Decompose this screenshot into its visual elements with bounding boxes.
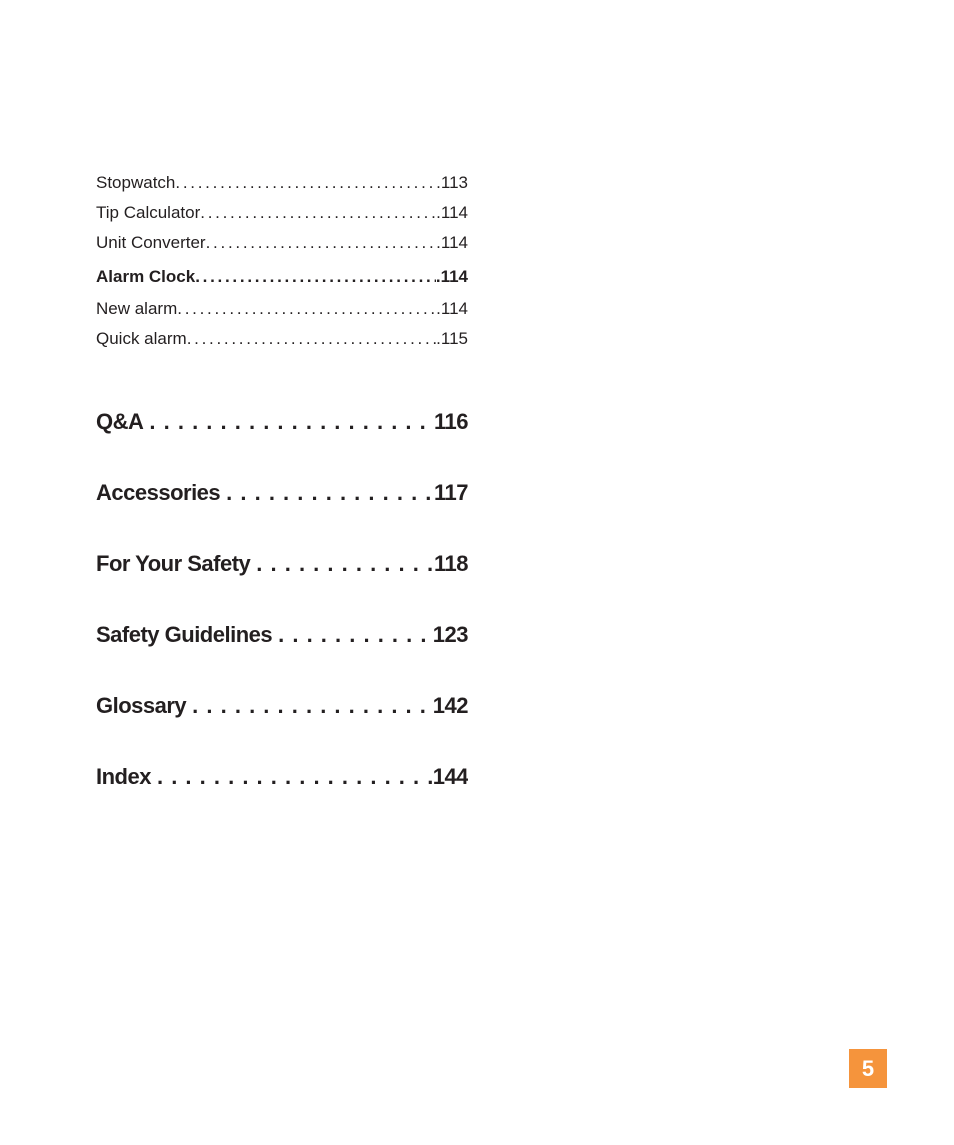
dot-leader [151,759,433,795]
toc-entry-title: Quick alarm [96,329,187,348]
toc-entry-title: New alarm [96,299,178,318]
toc-chapter-page: 144 [432,764,468,789]
toc-entry-page: .115 [436,329,468,348]
dot-leader [195,260,436,294]
dot-leader [186,688,433,724]
page-number-badge: 5 [849,1049,887,1088]
toc-chapter-title: Accessories [96,480,221,505]
toc-entry-quick-alarm[interactable] [96,324,468,354]
toc-section-title: Alarm Clock [96,267,196,286]
toc-chapter-page: 117 [434,480,468,505]
toc-chapter-title: For Your Safety [96,551,251,576]
toc-entry-page: .114 [436,233,468,252]
toc-section-alarm-clock[interactable] [96,260,468,294]
toc-section-page: .114 [435,267,468,286]
toc-chapter-for-your-safety[interactable] [96,546,468,582]
toc-chapter-accessories[interactable] [96,475,468,511]
toc-chapter-title: Glossary [96,693,187,718]
toc-chapter-glossary[interactable] [96,688,468,724]
dot-leader [220,475,434,511]
toc-chapter-qa[interactable] [96,404,468,440]
dot-leader [250,546,434,582]
toc-entry-title: Stopwatch [96,173,176,192]
toc-chapter-title: Q&A [96,409,144,434]
dot-leader [206,228,437,258]
toc-chapter-safety-guidelines[interactable] [96,617,468,653]
dot-leader [272,617,433,653]
toc-chapter-title: Safety Guidelines [96,622,273,647]
toc-entry-title: Tip Calculator [96,203,201,222]
toc-entry-tip-calculator[interactable] [96,198,468,228]
toc-entry-stopwatch[interactable] [96,168,468,198]
toc-chapter-title: Index [96,764,151,789]
toc-chapter-page: 123 [432,622,468,647]
toc-entry-unit-converter[interactable] [96,228,468,258]
table-of-contents [96,168,468,795]
toc-entry-title: Unit Converter [96,233,206,252]
toc-chapter-page: 118 [434,551,468,576]
dot-leader [200,198,436,228]
toc-chapter-index[interactable] [96,759,468,795]
toc-entry-page: .114 [436,203,468,222]
dot-leader [177,294,436,324]
toc-entry-page: .113 [436,173,468,192]
toc-chapter-page: 142 [432,693,468,718]
dot-leader [143,404,434,440]
dot-leader [175,168,436,198]
dot-leader [187,324,436,354]
toc-entry-page: .114 [436,299,468,318]
toc-entry-new-alarm[interactable] [96,294,468,324]
toc-chapter-page: 116 [434,409,468,434]
